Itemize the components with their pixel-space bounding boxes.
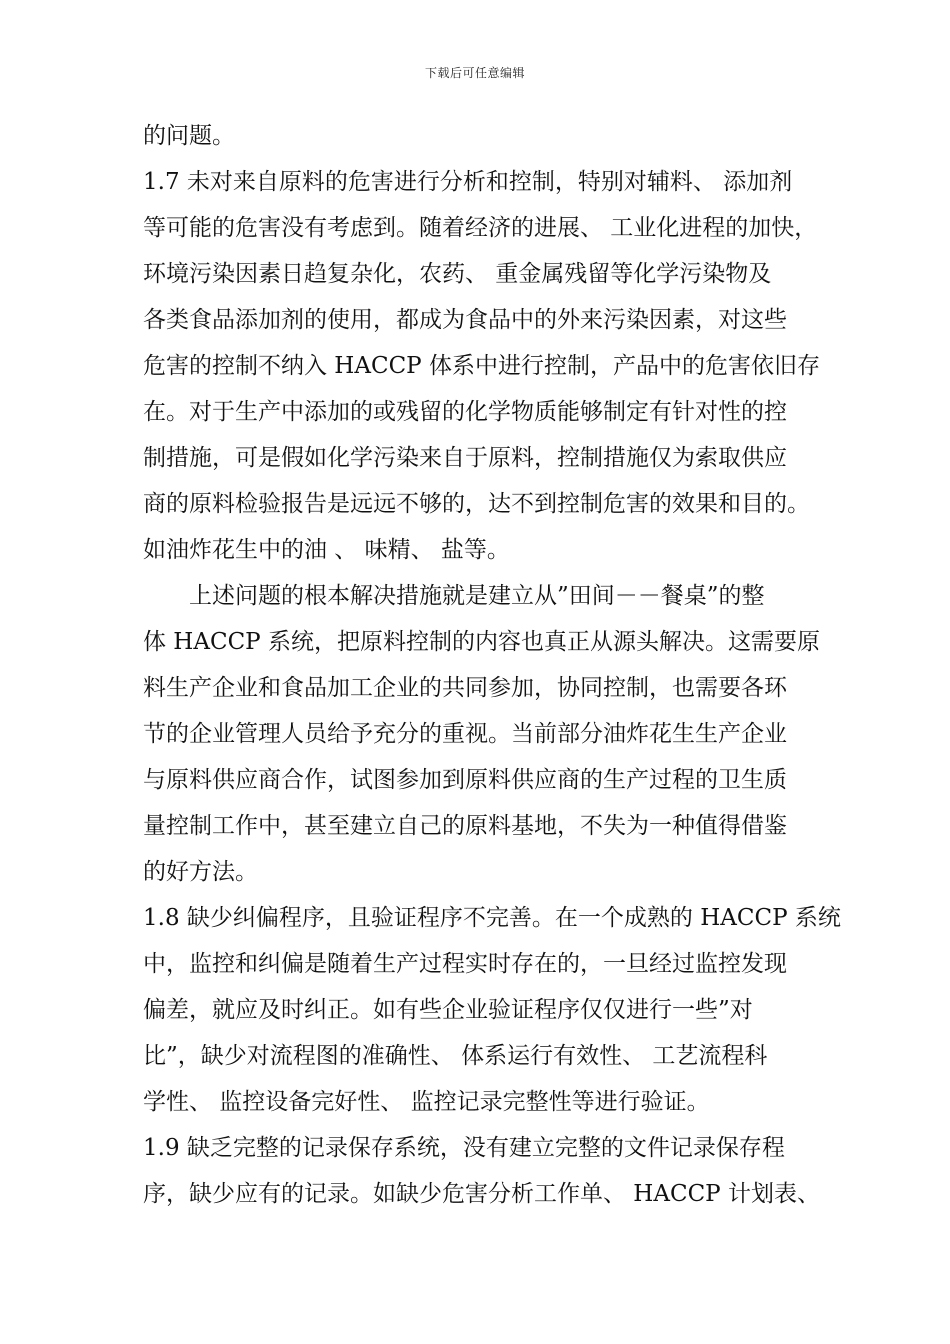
text-line: 料生产企业和食品加工企业的共同参加，协同控制，也需要各环: [143, 675, 787, 701]
document-body: [143, 113, 841, 1217]
text-line: 在。对于生产中添加的或残留的化学物质能够制定有针对性的控: [143, 399, 787, 425]
text-line: 学性、 监控设备完好性、 监控记录完整性等进行验证。: [143, 1089, 710, 1115]
text-line: 中，监控和纠偏是随着生产过程实时存在的，一旦经过监控发现: [143, 951, 787, 977]
text-line: 体 HACCP 系统，把原料控制的内容也真正从源头解决。这需要原: [143, 629, 820, 655]
text-line: 制措施，可是假如化学污染来自于原料，控制措施仅为索取供应: [143, 445, 787, 471]
text-line: 如油炸花生中的油 、 味精、 盐等。: [143, 537, 510, 563]
text-line-indented: 上述问题的根本解决措施就是建立从”田间－－餐桌”的整: [189, 583, 765, 609]
text-line: 各类食品添加剂的使用，都成为食品中的外来污染因素，对这些: [143, 307, 787, 333]
text-line: 等可能的危害没有考虑到。随着经济的进展、 工业化进程的加快，: [143, 215, 818, 241]
text-line: 偏差，就应及时纠正。如有些企业验证程序仅仅进行一些”对: [143, 997, 753, 1023]
text-line: 商的原料检验报告是远远不够的，达不到控制危害的效果和目的。: [143, 491, 810, 517]
text-line: 的问题。: [143, 123, 235, 149]
text-line: 量控制工作中，甚至建立自己的原料基地，不失为一种值得借鉴: [143, 813, 787, 839]
text-line: 环境污染因素日趋复杂化，农药、 重金属残留等化学污染物及: [143, 261, 772, 287]
text-line: 比”，缺少对流程图的准确性、 体系运行有效性、 工艺流程科: [143, 1043, 768, 1069]
text-line: 的好方法。: [143, 859, 258, 885]
text-line: 危害的控制不纳入 HACCP 体系中进行控制，产品中的危害依旧存: [143, 353, 820, 379]
text-line: 1.7 未对来自原料的危害进行分析和控制，特别对辅料、 添加剂: [143, 169, 793, 195]
text-line: 节的企业管理人员给予充分的重视。当前部分油炸花生生产企业: [143, 721, 787, 747]
text-line: 与原料供应商合作，试图参加到原料供应商的生产过程的卫生质: [143, 767, 787, 793]
text-line: 1.9 缺乏完整的记录保存系统，没有建立完整的文件记录保存程: [143, 1135, 785, 1161]
text-line: 1.8 缺少纠偏程序，且验证程序不完善。在一个成熟的 HACCP 系统: [143, 905, 841, 931]
text-line: 序，缺少应有的记录。如缺少危害分析工作单、 HACCP 计划表、: [143, 1181, 820, 1207]
page-header: 下载后可任意编辑: [424, 66, 525, 80]
